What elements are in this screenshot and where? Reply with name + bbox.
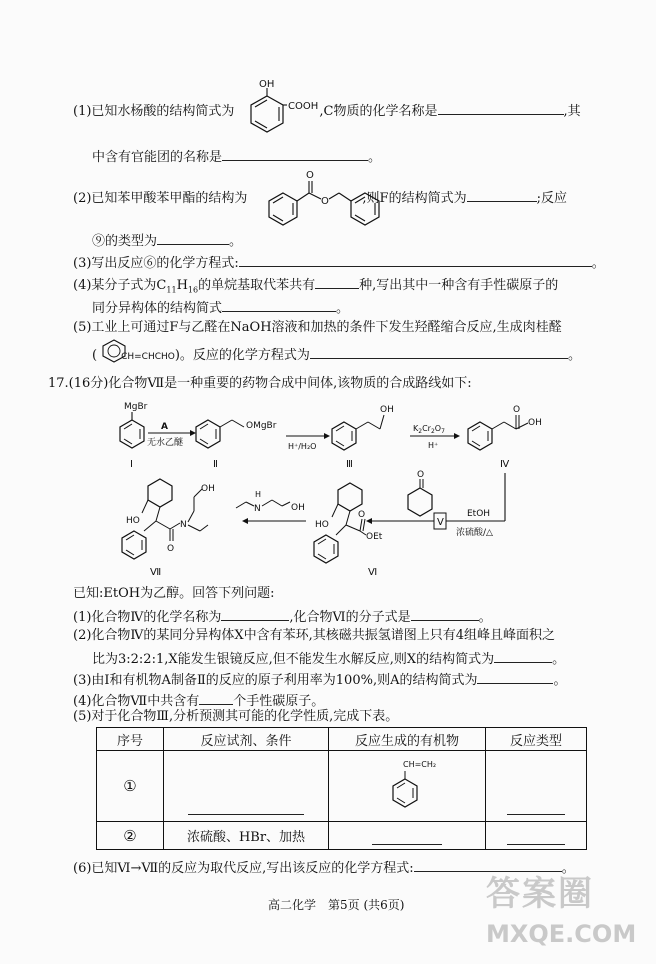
- compound-6: [314, 483, 383, 578]
- ester-o-label-6: O: [358, 510, 366, 520]
- amine-h-label: H: [255, 490, 262, 499]
- watermark-brand: 答案圈: [486, 874, 594, 914]
- arrow-4-to-6: [366, 473, 505, 538]
- acid-catalyst-label: H⁺: [428, 441, 439, 450]
- oet-label: OEt: [366, 532, 383, 542]
- label-compound-6: Ⅵ: [368, 567, 378, 578]
- reagent-box-v: Ⅴ: [437, 517, 444, 528]
- row2-reagent: 浓硫酸、HBr、加热: [164, 822, 329, 850]
- solvent-label: 无水乙醚: [147, 438, 184, 448]
- answer-blank[interactable]: [438, 100, 564, 115]
- compound-2: [196, 420, 277, 470]
- oh-label-3: OH: [380, 405, 394, 415]
- row2-type-cell: [486, 822, 587, 850]
- label-compound-3: Ⅲ: [346, 459, 353, 470]
- q16-part1-line1: (1)已知水杨酸的结构简式为 ,C物质的化学名称是 ,其: [73, 100, 581, 121]
- amine-oh-label: OH: [291, 503, 305, 513]
- ketone-o-label: O: [417, 470, 425, 480]
- arrow-3-to-4: [410, 424, 460, 450]
- mgbr-label: MgBr: [124, 402, 148, 412]
- answer-blank[interactable]: [157, 230, 229, 245]
- q17-heading: 17.(16分)化合物Ⅶ是一种重要的药物合成中间体,该物质的合成路线如下:: [48, 376, 472, 391]
- styrene-structure: [377, 755, 437, 813]
- amide-n-label: N: [180, 520, 187, 530]
- row1-reagent-cell: [164, 751, 329, 822]
- page-footer: 高二化学 第5页 (共6页): [268, 898, 405, 912]
- row2-product-cell: [329, 822, 486, 850]
- row1-product-cell: [329, 751, 486, 822]
- table-row: [97, 822, 587, 850]
- oh-label: OH: [259, 79, 275, 90]
- reagent-a-label: A: [161, 422, 168, 432]
- table-header: 序号: [97, 728, 164, 751]
- ethylaminoethanol: [236, 490, 305, 514]
- answer-blank[interactable]: [310, 344, 568, 359]
- ho-label-7: HO: [126, 516, 140, 526]
- q17-sub3: (3)由Ⅰ和有机物A制备Ⅱ的反应的原子利用率为100%,则A的结构简式为 。: [73, 669, 566, 690]
- synthesis-scheme: [110, 393, 570, 585]
- ho-label-6: HO: [315, 520, 329, 530]
- amide-oh-label: OH: [201, 484, 215, 494]
- answer-blank[interactable]: [372, 830, 442, 845]
- arrow-6-to-7: [242, 518, 306, 524]
- amine-n-label: N: [254, 504, 261, 514]
- q17-sub2-line2: 比为3:2:2:1,X能发生银镜反应,但不能发生水解反应,则X的结构简式为 。: [92, 648, 565, 669]
- q17-sub1: (1)化合物Ⅳ的化学名称为 ,化合物Ⅵ的分子式是 。: [73, 606, 492, 627]
- q16-part2-line2: ⑨的类型为 。: [92, 230, 242, 251]
- carbonyl-o-label: O: [306, 170, 314, 181]
- label-compound-2: Ⅱ: [213, 459, 218, 470]
- arrow-2-to-3: [286, 433, 330, 451]
- arrow-1-to-2: [147, 422, 196, 448]
- cinnamaldehyde-benzene-ring: [101, 339, 127, 363]
- hydrolysis-label: H⁺/H₂O: [288, 442, 317, 451]
- answer-blank[interactable]: [239, 252, 592, 267]
- compound-7: [122, 479, 215, 578]
- cooh-label: COOH: [288, 101, 319, 112]
- cyclohexanone: [408, 470, 432, 516]
- answer-blank[interactable]: [467, 187, 537, 202]
- row1-number: ①: [97, 751, 164, 822]
- property-table: [96, 727, 587, 850]
- q17-sub2-line1: (2)化合物Ⅳ的某同分异构体X中含有苯环,其核磁共振氢谱图上只有4组峰且峰面积之: [73, 628, 556, 643]
- answer-blank[interactable]: [315, 274, 359, 289]
- answer-blank[interactable]: [411, 606, 479, 621]
- etoh-label: EtOH: [467, 509, 491, 519]
- acid-oh-label: OH: [528, 418, 542, 428]
- answer-blank[interactable]: [494, 648, 552, 663]
- oxidant-label: $K_2Cr_2O_7$: [413, 424, 445, 435]
- table-row: [97, 751, 587, 822]
- compound-3: [332, 405, 394, 470]
- table-header: 反应试剂、条件: [164, 728, 329, 751]
- acid-o-label: O: [513, 405, 521, 415]
- benzyl-benzoate-structure: [265, 165, 385, 225]
- table-header: 反应类型: [486, 728, 587, 751]
- answer-blank[interactable]: [188, 800, 304, 815]
- answer-blank[interactable]: [507, 830, 565, 845]
- row1-type-cell: [486, 751, 587, 822]
- omgbr-label: OMgBr: [246, 421, 277, 431]
- q16-part2-line1: (2)已知苯甲酸苯甲酯的结构为 ,则F的结构简式为 ;反应: [73, 187, 567, 208]
- q16-part5-line1: (5)工业上可通过F与乙醛在NaOH溶液和加热的条件下发生羟醛缩合反应,生成肉桂醛: [73, 320, 562, 335]
- compound-4: [468, 405, 542, 470]
- table-header: 反应生成的有机物: [329, 728, 486, 751]
- q17-sub5: (5)对于化合物Ⅲ,分析预测其可能的化学性质,完成下表。: [73, 709, 399, 724]
- q16-part3: (3)写出反应⑥的化学方程式: 。: [73, 252, 605, 273]
- answer-blank[interactable]: [477, 669, 553, 684]
- answer-blank[interactable]: [221, 606, 289, 621]
- answer-blank[interactable]: [507, 800, 565, 815]
- ester-o-label: O: [321, 196, 329, 207]
- salicylic-acid-structure: [245, 78, 335, 138]
- q16-part5-line2: ( CH=CHCHO)。反应的化学方程式为 。: [92, 344, 581, 366]
- acid-heat-label: 浓硫酸/△: [456, 528, 493, 538]
- amide-o-label: O: [167, 544, 175, 554]
- q17-sub4: (4)化合物Ⅶ中共含有 个手性碳原子。: [73, 690, 324, 711]
- q16-part4-line1: (4)某分子式为$C_{11}H_{16}$的单烷基取代苯共有 种,写出其中一种含有手性碳原子的: [73, 274, 558, 300]
- q16-part1-line2: 中含有官能团的名称是 。: [92, 146, 381, 167]
- watermark-site: MXQE.COM: [486, 920, 637, 948]
- answer-blank[interactable]: [222, 146, 368, 161]
- label-compound-1: Ⅰ: [130, 459, 133, 470]
- row2-number: ②: [97, 822, 164, 850]
- q17-sub6: (6)已知Ⅵ→Ⅶ的反应为取代反应,写出该反应的化学方程式: 。: [73, 857, 575, 878]
- answer-blank[interactable]: [222, 297, 336, 312]
- answer-blank[interactable]: [199, 690, 233, 705]
- q17-known: 已知:EtOH为乙醇。回答下列问题:: [73, 586, 275, 601]
- q16-part4-line2: 同分异构体的结构简式 。: [92, 297, 349, 318]
- compound-1: [120, 402, 148, 470]
- vinyl-label: CH=CH₂: [403, 760, 437, 769]
- label-compound-7: Ⅶ: [150, 567, 162, 578]
- label-compound-4: Ⅳ: [500, 459, 510, 470]
